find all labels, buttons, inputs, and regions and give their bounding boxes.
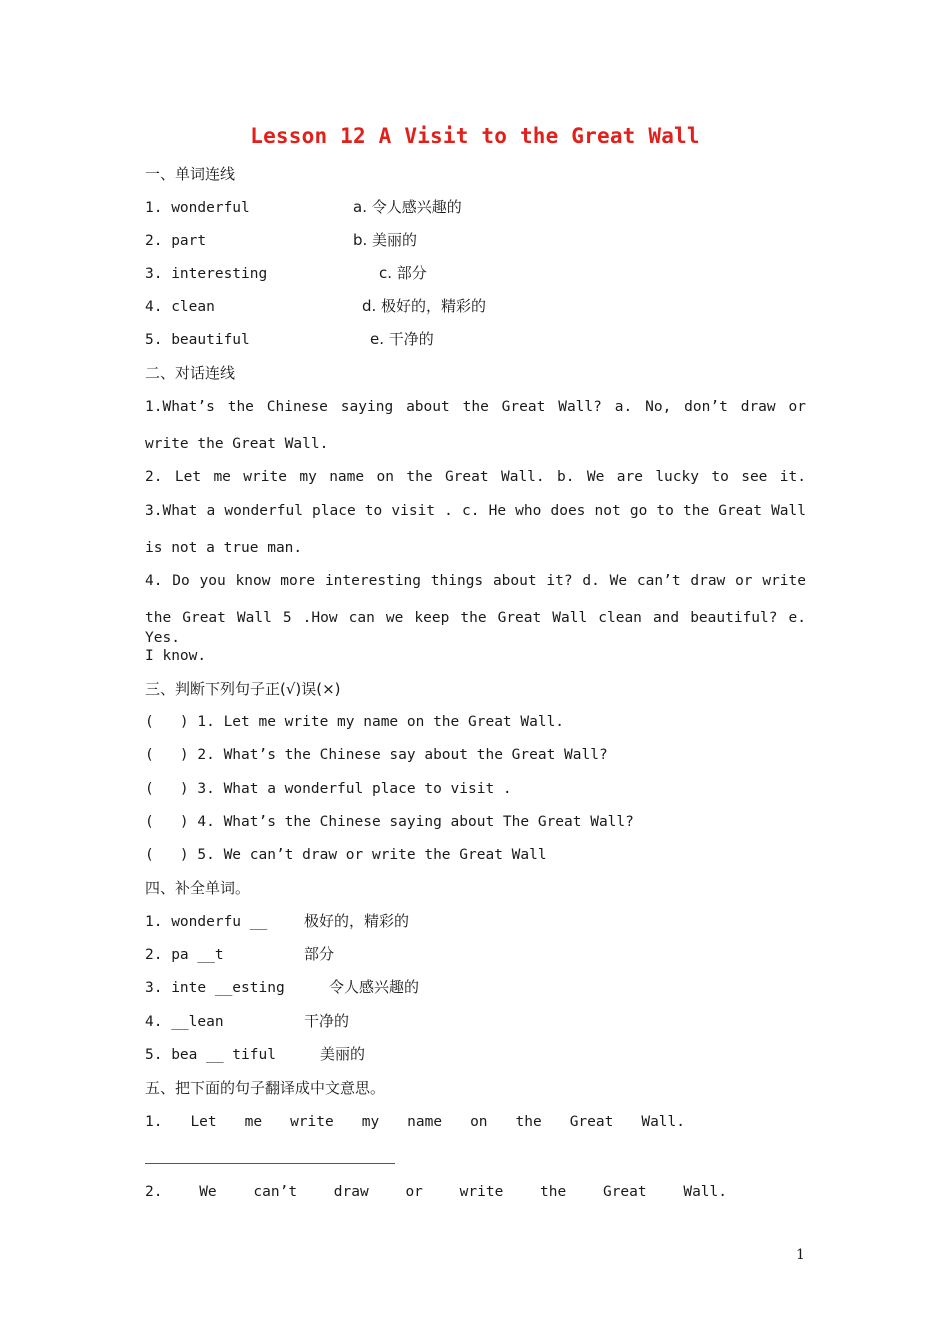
dialogue-line: is not a true man.	[145, 540, 303, 556]
answer-line	[145, 1163, 395, 1164]
fill-word: 2. pa __t	[145, 947, 224, 963]
fill-word: 5. bea __ tiful	[145, 1047, 276, 1063]
fill-word: 4. __lean	[145, 1014, 224, 1030]
word-item: 1. wonderful	[145, 200, 250, 216]
dialogue-line: the Great Wall 5 .How can we keep the Great Wall clean and beautiful? e. Yes.	[145, 610, 806, 646]
meaning-item: e. 干净的	[370, 330, 434, 348]
fill-meaning: 美丽的	[320, 1045, 366, 1063]
dialogue-line: 2. Let me write my name on the Great Wall. b. We are lucky to see it.	[145, 469, 806, 485]
dialogue-line: 4. Do you know more interesting things about it? d. We can’t draw or write	[145, 573, 806, 589]
word-item: 5. beautiful	[145, 332, 250, 348]
judgement-item: ( ) 4. What’s the Chinese saying about The Great Wall?	[145, 814, 634, 830]
lesson-title: Lesson 12 A Visit to the Great Wall	[250, 124, 700, 148]
section-1-heading: 一、单词连线	[145, 165, 236, 183]
translate-sentence-2: 2. We can’t draw or write the Great Wall.	[145, 1184, 727, 1200]
section-5-heading: 五、把下面的句子翻译成中文意思。	[145, 1079, 386, 1097]
fill-meaning: 极好的，精彩的	[304, 912, 410, 930]
judgement-item: ( ) 5. We can’t draw or write the Great Wall	[145, 847, 547, 863]
fill-word: 3. inte __esting	[145, 980, 285, 996]
word-item: 4. clean	[145, 299, 215, 315]
fill-meaning: 部分	[304, 945, 335, 963]
dialogue-line: 1.What’s the Chinese saying about the Great Wall? a. No, don’t draw or	[145, 399, 806, 415]
word-item: 3. interesting	[145, 266, 268, 282]
meaning-item: a. 令人感兴趣的	[353, 198, 462, 216]
judgement-item: ( ) 1. Let me write my name on the Great Wall.	[145, 714, 565, 730]
translate-sentence-1: 1. Let me write my name on the Great Wall.	[145, 1114, 685, 1130]
section-3-heading: 三、判断下列句子正(√)误(×)	[145, 680, 341, 698]
fill-meaning: 干净的	[304, 1012, 350, 1030]
meaning-item: c. 部分	[379, 264, 427, 282]
section-2-heading: 二、对话连线	[145, 364, 236, 382]
meaning-item: b. 美丽的	[353, 231, 418, 249]
section-4-heading: 四、补全单词。	[145, 879, 251, 897]
dialogue-line: I know.	[145, 648, 207, 664]
meaning-item: d. 极好的，精彩的	[362, 297, 487, 315]
fill-word: 1. wonderfu __	[145, 914, 268, 930]
judgement-item: ( ) 2. What’s the Chinese say about the Great Wall?	[145, 747, 608, 763]
fill-meaning: 令人感兴趣的	[329, 978, 420, 996]
dialogue-line: write the Great Wall.	[145, 436, 329, 452]
dialogue-line: 3.What a wonderful place to visit . c. He who does not go to the Great Wall	[145, 503, 806, 519]
word-item: 2. part	[145, 233, 207, 249]
page-number: 1	[796, 1247, 805, 1263]
judgement-item: ( ) 3. What a wonderful place to visit .	[145, 781, 512, 797]
